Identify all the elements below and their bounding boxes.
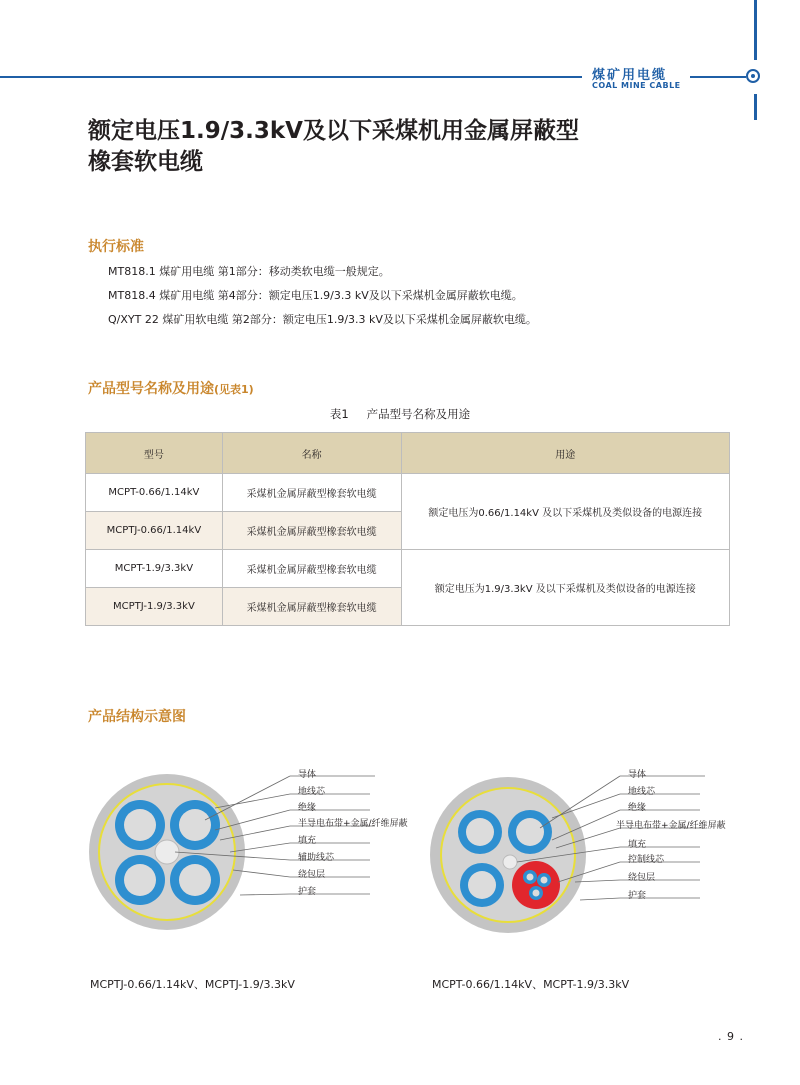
products-heading xyxy=(88,378,254,398)
column-header-model: 型号 xyxy=(86,433,223,474)
header-brand-cn: 煤矿用电缆 xyxy=(592,68,668,83)
cable-diagram-left xyxy=(88,760,388,960)
header-target-icon xyxy=(746,69,760,83)
standard-item: MT818.1 煤矿用电缆 第1部分：移动类软电缆一般规定。 xyxy=(108,265,390,278)
right-label-conductor: 导体 xyxy=(628,770,647,780)
right-label-binding: 绕包层 xyxy=(628,873,656,883)
left-label-shield: 半导电布带+金属/纤维屏蔽 xyxy=(298,819,408,829)
left-label-sheath: 护套 xyxy=(298,887,317,897)
left-label-conductor: 导体 xyxy=(298,770,317,780)
cable-diagram-right xyxy=(428,760,748,960)
filler-core xyxy=(503,855,517,869)
left-label-insulation: 绝缘 xyxy=(298,803,317,813)
cell-model: MCPTJ-1.9/3.3kV xyxy=(86,588,223,626)
table-title: 产品型号名称及用途 xyxy=(366,407,471,421)
right-label-insulation: 绝缘 xyxy=(628,803,647,813)
right-label-shield: 半导电布带+金属/纤维屏蔽 xyxy=(616,821,726,831)
page-title xyxy=(88,116,579,178)
cell-name: 采煤机金属屏蔽型橡套软电缆 xyxy=(222,550,401,588)
header-brand-en: COAL MINE CABLE xyxy=(592,81,681,90)
table-number: 表1 xyxy=(329,407,349,421)
right-model-label: MCPT-0.66/1.14kV、MCPT-1.9/3.3kV xyxy=(432,978,630,991)
table-row xyxy=(86,474,730,512)
page-number: . 9 . xyxy=(718,1030,744,1043)
cell-model: MCPTJ-0.66/1.14kV xyxy=(86,512,223,550)
cell-usage: 额定电压为0.66/1.14kV 及以下采煤机及类似设备的电源连接 xyxy=(401,474,730,550)
page-title-line2: 橡套软电缆 xyxy=(88,149,203,175)
left-label-binding: 绕包层 xyxy=(298,870,326,880)
left-label-filler: 填充 xyxy=(298,836,317,846)
right-label-filler: 填充 xyxy=(628,840,647,850)
header-rule xyxy=(0,76,582,78)
products-heading-note: (见表1) xyxy=(214,383,254,396)
left-model-label: MCPTJ-0.66/1.14kV、MCPTJ-1.9/3.3kV xyxy=(90,978,295,991)
cell-name: 采煤机金属屏蔽型橡套软电缆 xyxy=(222,474,401,512)
cell-model: MCPT-1.9/3.3kV xyxy=(86,550,223,588)
table-caption xyxy=(0,406,800,422)
page-title-line1: 额定电压1.9/3.3kV及以下采煤机用金属屏蔽型 xyxy=(88,118,579,144)
left-label-ground-core: 地线芯 xyxy=(298,787,326,797)
column-header-name: 名称 xyxy=(222,433,401,474)
standard-item: Q/XYT 22 煤矿用软电缆 第2部分：额定电压1.9/3.3 kV及以下采煤机金属屏蔽软电缆。 xyxy=(108,313,537,326)
cell-model: MCPT-0.66/1.14kV xyxy=(86,474,223,512)
standard-item: MT818.4 煤矿用电缆 第4部分：额定电压1.9/3.3 kV及以下采煤机金属屏蔽软电缆。 xyxy=(108,289,523,302)
control-core xyxy=(512,861,560,909)
left-label-aux-core: 辅助线芯 xyxy=(298,853,335,863)
standards-heading: 执行标准 xyxy=(88,239,144,255)
table-row xyxy=(86,550,730,588)
right-label-ground-core: 地线芯 xyxy=(628,787,656,797)
products-heading-text: 产品型号名称及用途 xyxy=(88,381,214,397)
structure-heading: 产品结构示意图 xyxy=(88,709,186,725)
cell-name: 采煤机金属屏蔽型橡套软电缆 xyxy=(222,588,401,626)
cell-name: 采煤机金属屏蔽型橡套软电缆 xyxy=(222,512,401,550)
right-label-control-core: 控制线芯 xyxy=(628,855,665,865)
cell-usage: 额定电压为1.9/3.3kV 及以下采煤机及类似设备的电源连接 xyxy=(401,550,730,626)
right-label-sheath: 护套 xyxy=(628,891,647,901)
header-vertical-line-bottom xyxy=(754,94,757,120)
column-header-usage: 用途 xyxy=(401,433,730,474)
header-rule-right xyxy=(690,76,746,78)
table-header-row xyxy=(86,433,730,474)
product-table xyxy=(85,432,730,626)
